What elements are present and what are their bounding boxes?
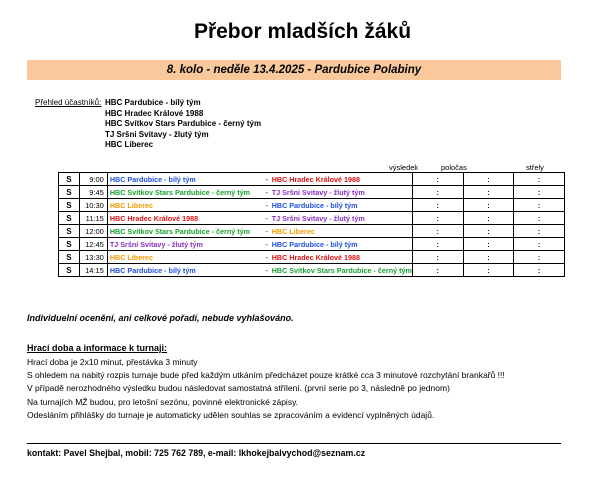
participants-list xyxy=(105,98,261,151)
halftime-cell: : xyxy=(463,199,514,212)
match-time: 12:45 xyxy=(79,238,107,251)
match-row xyxy=(59,238,565,251)
shots-cell: : xyxy=(514,212,565,225)
away-team: HBC Pardubice - bílý tým xyxy=(272,199,413,212)
team-separator: - xyxy=(262,173,272,186)
halftime-cell: : xyxy=(463,186,514,199)
away-team: HBC Pardubice - bílý tým xyxy=(272,238,413,251)
match-day: S xyxy=(59,199,80,212)
match-time: 9:00 xyxy=(79,173,107,186)
info-line: S ohledem na nabitý rozpis turnaje bude před každým utkáním předcházet pouze krátké cca 3 minutové rozchytání brankařů !!! xyxy=(27,370,505,381)
halftime-cell: : xyxy=(463,225,514,238)
halftime-cell: : xyxy=(463,264,514,277)
participants-label: Přehled účastníků: xyxy=(35,98,102,107)
shots-cell: : xyxy=(514,264,565,277)
away-team: TJ Sršni Svitavy - žlutý tým xyxy=(272,212,413,225)
result-cell: : xyxy=(412,238,463,251)
match-row xyxy=(59,251,565,264)
away-team: TJ Sršni Svitavy - žlutý tým xyxy=(272,186,413,199)
participant: HBC Svítkov Stars Pardubice - černý tým xyxy=(105,119,262,128)
shots-cell: : xyxy=(514,251,565,264)
home-team: HBC Pardubice - bílý tým xyxy=(107,264,261,277)
match-row xyxy=(59,199,565,212)
team-separator: - xyxy=(262,186,272,199)
result-cell: : xyxy=(412,199,463,212)
match-day: S xyxy=(59,238,80,251)
shots-cell: : xyxy=(514,225,565,238)
match-time: 9:45 xyxy=(79,186,107,199)
result-cell: : xyxy=(412,212,463,225)
shots-cell: : xyxy=(514,186,565,199)
match-time: 12:00 xyxy=(79,225,107,238)
halftime-cell: : xyxy=(463,238,514,251)
match-schedule-table xyxy=(58,172,565,277)
team-separator: - xyxy=(262,225,272,238)
home-team: TJ Sršni Svitavy - žlutý tým xyxy=(107,238,261,251)
info-heading: Hrací doba a informace k turnaji: xyxy=(27,343,168,353)
match-day: S xyxy=(59,251,80,264)
team-separator: - xyxy=(262,264,272,277)
match-row xyxy=(59,212,565,225)
home-team: HBC Liberec xyxy=(107,251,261,264)
halftime-cell: : xyxy=(463,173,514,186)
away-team: HBC Svítkov Stars Pardubice - černý tým xyxy=(271,265,412,275)
participant: TJ Sršni Svitavy - žlutý tým xyxy=(105,129,209,139)
result-cell: : xyxy=(412,173,463,186)
awards-note: Individuelní ocenění, ani celkové pořadí, nebude vyhlašováno. xyxy=(27,313,294,323)
halftime-cell: : xyxy=(463,251,514,264)
info-line: Hrací doba je 2x10 minut, přestávka 3 minuty xyxy=(27,357,198,367)
home-team: HBC Liberec xyxy=(107,199,261,212)
home-team: HBC Svítkov Stars Pardubice - černý tým xyxy=(107,186,261,199)
page-title: Přebor mladších žáků xyxy=(193,20,412,43)
match-day: S xyxy=(59,186,80,199)
info-lines xyxy=(27,356,505,422)
info-line: Odesláním přihlášky do turnaje je automaticky udělen souhlas se zpracováním a evidencí vyplněných údajů. xyxy=(27,409,435,420)
team-separator: - xyxy=(262,238,272,251)
result-cell: : xyxy=(412,264,463,277)
away-team: HBC Hradec Králové 1988 xyxy=(272,251,413,264)
result-cell: : xyxy=(412,251,463,264)
match-day: S xyxy=(59,225,80,238)
contact-line: kontakt: Pavel Shejbal, mobil: 725 762 789, e-mail: lkhokejbalvychod@seznam.cz xyxy=(27,448,366,458)
result-column-header: výsledek xyxy=(389,163,419,172)
match-time: 10:30 xyxy=(79,199,107,212)
round-banner: 8. kolo - neděle 13.4.2025 - Pardubice Polabiny xyxy=(27,60,561,80)
match-day: S xyxy=(59,173,80,186)
result-cell: : xyxy=(412,186,463,199)
result-cell: : xyxy=(412,225,463,238)
match-time: 11:15 xyxy=(79,212,107,225)
away-team: HBC Liberec xyxy=(272,225,413,238)
participant: HBC Hradec Králové 1988 xyxy=(105,108,204,118)
info-line: V případě nerozhodného výsledku budou následovat samostatná střílení. (první serie po 3, následně po jednom) xyxy=(27,383,450,394)
away-team: HBC Hradec Králové 1988 xyxy=(272,173,413,186)
match-day: S xyxy=(59,212,80,225)
match-row xyxy=(59,225,565,238)
home-team: HBC Hradec Králové 1988 xyxy=(107,212,261,225)
halftime-cell: : xyxy=(463,212,514,225)
home-team: HBC Svítkov Stars Pardubice - černý tým xyxy=(107,225,261,238)
participant: HBC Pardubice - bílý tým xyxy=(105,98,201,107)
home-team: HBC Pardubice - bílý tým xyxy=(107,173,261,186)
team-separator: - xyxy=(262,199,272,212)
team-separator: - xyxy=(262,212,272,225)
match-time: 13:30 xyxy=(79,251,107,264)
info-line: Na turnajích MŽ budou, pro letošní sezónu, povinné elektronické zápisy. xyxy=(27,396,299,407)
match-row xyxy=(59,186,565,199)
shots-cell: : xyxy=(514,173,565,186)
shots-cell: : xyxy=(514,199,565,212)
participant: HBC Liberec xyxy=(105,140,154,149)
team-separator: - xyxy=(262,251,272,264)
match-row xyxy=(59,264,565,277)
contact-divider xyxy=(27,443,561,444)
match-row xyxy=(59,173,565,186)
match-time: 14:15 xyxy=(79,264,107,277)
match-day: S xyxy=(59,264,80,277)
shots-cell: : xyxy=(514,238,565,251)
shots-column-header: střely xyxy=(526,163,544,172)
halftime-column-header: poločas xyxy=(441,163,467,172)
